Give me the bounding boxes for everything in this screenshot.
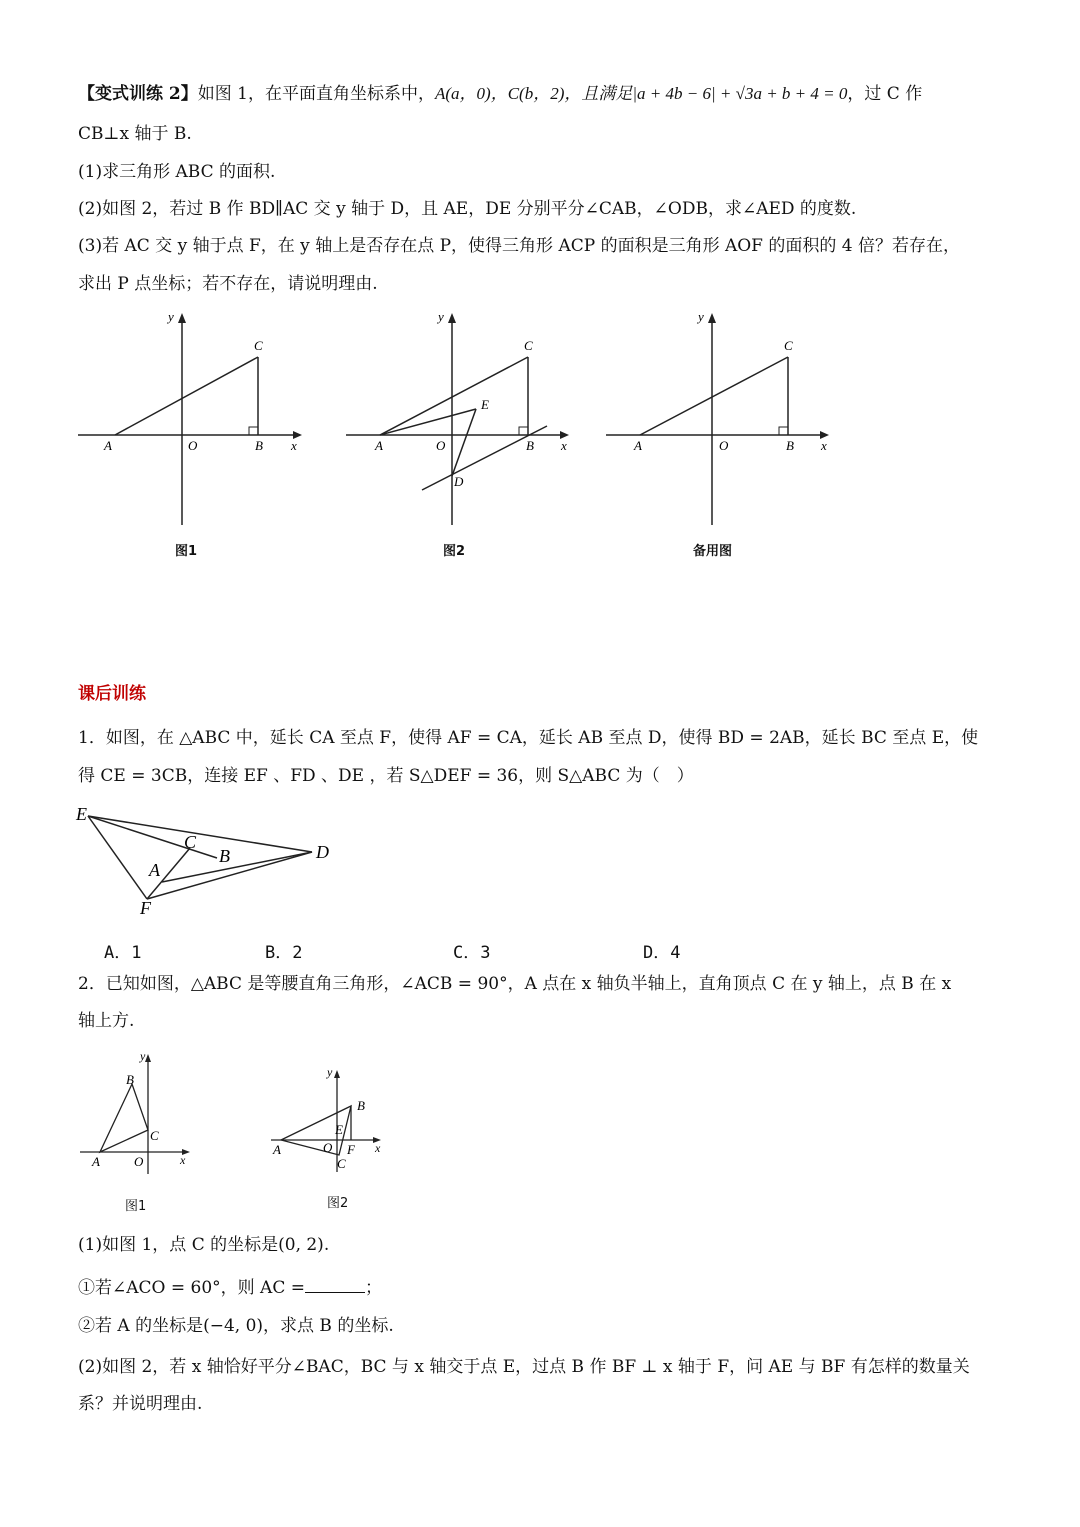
problem-2-figure-1 bbox=[72, 1050, 202, 1180]
problem-2-figure-2 bbox=[265, 1060, 395, 1180]
variant-line-1 bbox=[78, 85, 922, 103]
caption-p2-fig1: 图1 bbox=[125, 1199, 147, 1214]
option-d[interactable]: D．4 bbox=[643, 943, 681, 963]
option-c[interactable]: C．3 bbox=[453, 943, 491, 963]
variant-equation: |a + 4b − 6| + √3a + b + 4 = 0 bbox=[632, 84, 848, 103]
y-axis-arrow bbox=[708, 313, 716, 323]
segment-AC bbox=[380, 357, 528, 435]
problem-1-figure bbox=[70, 800, 350, 920]
label-E: E bbox=[76, 804, 87, 824]
label-x: x bbox=[180, 1153, 186, 1167]
caption-fig2: 图2 bbox=[443, 544, 466, 559]
option-a[interactable]: A．1 bbox=[104, 943, 142, 963]
variant-figure-backup bbox=[600, 305, 850, 535]
y-axis-arrow bbox=[334, 1070, 340, 1078]
segment-AC bbox=[640, 357, 788, 435]
answer-blank[interactable] bbox=[305, 1278, 365, 1293]
label-B: B bbox=[786, 438, 794, 453]
segment-AD bbox=[162, 852, 312, 882]
right-angle-mark bbox=[249, 427, 258, 435]
segment-AC bbox=[115, 357, 258, 435]
label-C: C bbox=[524, 338, 533, 353]
sub-question-1-1-text: ①若∠ACO = 60°，则 AC = bbox=[78, 1278, 305, 1298]
label-O: O bbox=[436, 438, 446, 453]
label-A: A bbox=[375, 438, 383, 453]
label-C: C bbox=[254, 338, 263, 353]
label-y: y bbox=[168, 309, 174, 324]
label-A: A bbox=[92, 1154, 100, 1169]
variant-question-3a: (3)若 AC 交 y 轴于点 F，在 y 轴上是否存在点 P，使得三角形 ACP 的面积是三角形 AOF 的面积的 4 倍？若存在， bbox=[78, 236, 961, 256]
label-y: y bbox=[327, 1065, 333, 1079]
caption-p2-fig2: 图2 bbox=[327, 1196, 349, 1211]
label-x: x bbox=[821, 438, 827, 453]
sub-question-2-line-2: 系？并说明理由. bbox=[78, 1394, 203, 1414]
label-O: O bbox=[323, 1140, 333, 1155]
variant-question-3b: 求出 P 点坐标；若不存在，请说明理由. bbox=[78, 274, 378, 294]
label-A: A bbox=[634, 438, 642, 453]
problem-2-line-2: 轴上方. bbox=[78, 1011, 135, 1031]
label-D: D bbox=[454, 474, 464, 489]
variant-figure-1 bbox=[70, 305, 320, 535]
label-B: B bbox=[219, 846, 230, 866]
label-y: y bbox=[698, 309, 704, 324]
y-axis-arrow bbox=[145, 1054, 151, 1062]
segment-EB bbox=[88, 816, 217, 858]
label-y: y bbox=[140, 1050, 146, 1063]
label-B: B bbox=[255, 438, 263, 453]
variant-figure-2 bbox=[340, 305, 590, 535]
right-angle-mark bbox=[519, 427, 528, 435]
label-E: E bbox=[481, 397, 489, 412]
label-A: A bbox=[273, 1142, 281, 1157]
label-O: O bbox=[719, 438, 729, 453]
y-axis-arrow bbox=[178, 313, 186, 323]
label-D: D bbox=[316, 842, 329, 862]
segment-ED bbox=[452, 409, 476, 476]
segment-EF bbox=[88, 816, 147, 899]
segment-AE bbox=[380, 409, 476, 435]
label-C: C bbox=[784, 338, 793, 353]
label-B: B bbox=[357, 1098, 365, 1113]
variant-question-1: (1)求三角形 ABC 的面积. bbox=[78, 162, 276, 182]
label-B: B bbox=[526, 438, 534, 453]
variant-text-d: ，过 C 作 bbox=[847, 84, 923, 104]
variant-line-2: CB⊥x 轴于 B. bbox=[78, 124, 192, 144]
after-heading: 课后训练 bbox=[78, 684, 146, 704]
label-C: C bbox=[184, 832, 197, 852]
option-b[interactable]: B．2 bbox=[265, 943, 303, 963]
variant-question-2: (2)如图 2，若过 B 作 BD∥AC 交 y 轴于 D，且 AE，DE 分别平分∠CAB，∠ODB，求∠AED 的度数. bbox=[78, 199, 857, 219]
problem-2-line-1: 2．已知如图，△ABC 是等腰直角三角形，∠ACB = 90°，A 点在 x 轴负半轴上，直角顶点 C 在 y 轴上，点 B 在 x bbox=[78, 974, 952, 994]
label-O: O bbox=[134, 1154, 144, 1169]
caption-backup: 备用图 bbox=[693, 544, 733, 559]
y-axis-arrow bbox=[448, 313, 456, 323]
label-F: F bbox=[140, 898, 151, 918]
label-x: x bbox=[561, 438, 567, 453]
label-C: C bbox=[337, 1156, 346, 1171]
caption-fig1: 图1 bbox=[175, 544, 198, 559]
label-E: E bbox=[335, 1122, 343, 1137]
variant-text-b: A(a，0)，C(b，2)，且满足 bbox=[434, 84, 633, 103]
sub-question-1: (1)如图 1，点 C 的坐标是(0, 2). bbox=[78, 1235, 330, 1255]
label-x: x bbox=[375, 1141, 381, 1155]
problem-1-line-2: 得 CE = 3CB，连接 EF 、FD 、DE ，若 S△DEF = 36，则 S△ABC 为（ ） bbox=[78, 766, 694, 786]
label-B: B bbox=[126, 1072, 134, 1087]
segment-ED bbox=[88, 816, 312, 852]
variant-tag: 【变式训练 2】 bbox=[78, 84, 198, 104]
sub-question-1-2: ②若 A 的坐标是(−4, 0)，求点 B 的坐标. bbox=[78, 1316, 394, 1336]
right-angle-mark bbox=[779, 427, 788, 435]
label-A: A bbox=[104, 438, 112, 453]
triangle-ABC bbox=[100, 1084, 148, 1152]
label-F: F bbox=[347, 1142, 355, 1157]
sub-question-1-1-end: ； bbox=[365, 1278, 382, 1298]
variant-text-a: 如图 1，在平面直角坐标系中， bbox=[197, 84, 435, 104]
label-C: C bbox=[150, 1128, 159, 1143]
label-y: y bbox=[438, 309, 444, 324]
label-O: O bbox=[188, 438, 198, 453]
sub-question-2-line-1: (2)如图 2，若 x 轴恰好平分∠BAC，BC 与 x 轴交于点 E，过点 B 作 BF ⊥ x 轴于 F，问 AE 与 BF 有怎样的数量关 bbox=[78, 1357, 970, 1377]
label-x: x bbox=[291, 438, 297, 453]
problem-1-line-1: 1．如图，在 △ABC 中，延长 CA 至点 F，使得 AF = CA，延长 AB 至点 D，使得 BD = 2AB，延长 BC 至点 E，使 bbox=[78, 728, 979, 748]
label-A: A bbox=[149, 860, 160, 880]
sub-question-1-1 bbox=[78, 1278, 382, 1297]
